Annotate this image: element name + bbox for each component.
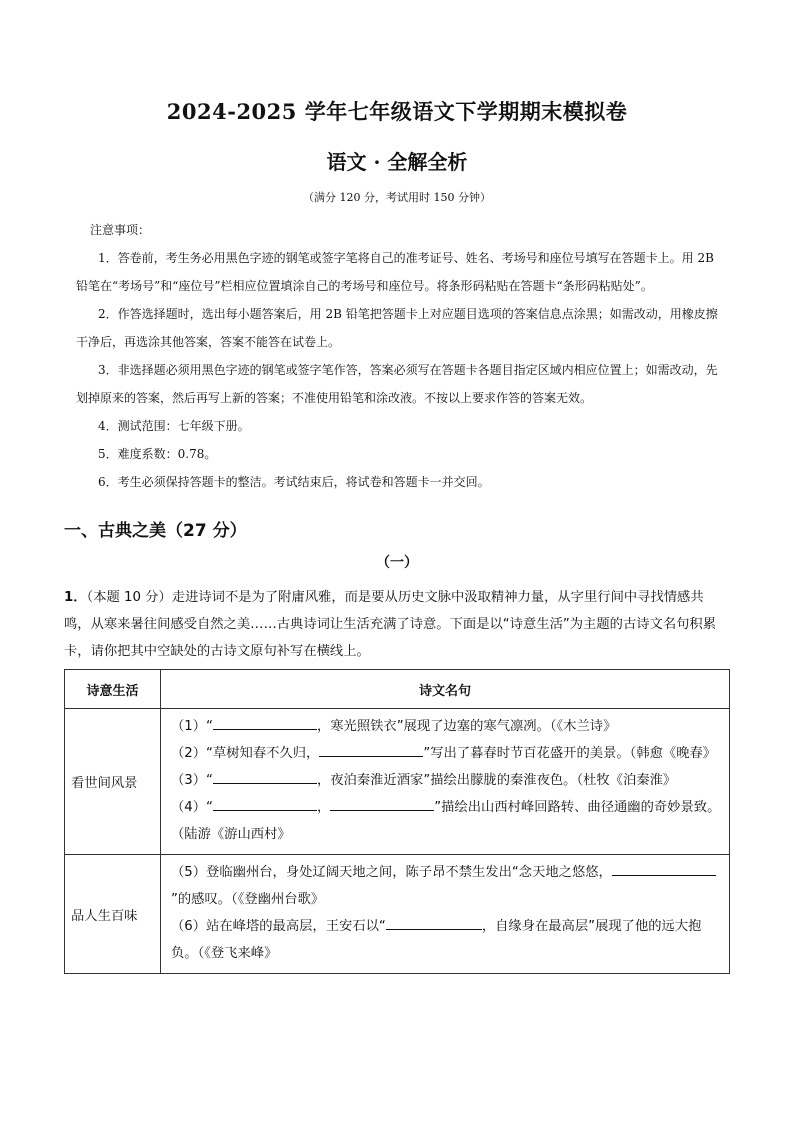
answer-blank[interactable] [330, 796, 434, 811]
item-text: ，自缘身在最高层”展现了他的远大抱负。（《登飞来峰》 [171, 919, 702, 961]
answer-blank[interactable] [213, 715, 317, 730]
item-text: （6）站在峰塔的最高层，王安石以“ [171, 919, 386, 934]
item-text: ，寒光照铁衣”展现了边塞的寒气凛冽。（《木兰诗》 [316, 719, 617, 734]
table-row [65, 855, 730, 974]
note-item: 1．答卷前，考生务必用黑色字迹的钢笔或签字笔将自己的准考证号、姓名、考场号和座位号填写在答题卡上。用 2B 铅笔在“考场号”和“座位号”栏相应位置填涂自己的考场号和座位号。将条形码粘贴在答题卡“条形码粘贴处”。 [76, 251, 714, 293]
question-number: 1． [64, 590, 87, 605]
item-text: ， [316, 800, 331, 815]
item-text: （3）“ [171, 773, 213, 788]
table-header-lines: 诗文名句 [161, 670, 730, 709]
item-text: （4）“ [171, 800, 213, 815]
row-category: 品人生百味 [65, 855, 161, 974]
row-content [161, 709, 730, 855]
note-item: 4．测试范围：七年级下册。 [98, 419, 250, 433]
item-text: ”描绘出山西村峰回路转、曲径通幽的奇妙景致。（陆游《游山西村》 [171, 800, 721, 842]
note-item: 5．难度系数：0.78。 [98, 447, 217, 461]
fill-item [171, 740, 723, 767]
table-row [65, 709, 730, 855]
fill-item [171, 713, 723, 740]
page-subtitle: 语文 · 全解全析 [326, 150, 468, 174]
fill-item [171, 794, 723, 848]
page-title: 2024-2025 学年七年级语文下学期期末模拟卷 [166, 99, 628, 124]
answer-blank[interactable] [319, 742, 423, 757]
question-1 [64, 584, 730, 665]
answer-blank[interactable] [213, 796, 317, 811]
fill-item [171, 913, 723, 967]
notes-heading: 注意事项： [90, 223, 151, 237]
item-text: ”写出了暮春时节百花盛开的美景。（韩愈《晚春》 [423, 746, 717, 761]
item-text: （5）登临幽州台，身处辽阔天地之间，陈子昂不禁生发出“念天地之悠悠， [171, 865, 612, 880]
item-text: ，夜泊秦淮近酒家”描绘出朦胧的秦淮夜色。（杜牧《泊秦淮》 [316, 773, 677, 788]
row-category: 看世间风景 [65, 709, 161, 855]
row-content [161, 855, 730, 974]
note-item: 6．考生必须保持答题卡的整洁。考试结束后，将试卷和答题卡一并交回。 [98, 475, 490, 489]
score-note: （满分 120 分，考试用时 150 分钟） [303, 191, 491, 204]
poetry-table [64, 669, 730, 974]
fill-item [171, 859, 723, 913]
fill-item [171, 767, 723, 794]
item-text: ”的感叹。（《登幽州台歌》 [171, 892, 325, 907]
part-title: （一） [376, 555, 418, 571]
answer-blank[interactable] [213, 769, 317, 784]
table-header-category: 诗意生活 [65, 670, 161, 709]
question-text: 走进诗词不是为了附庸风雅，而是要从历史文脉中汲取精神力量，从字里行间中寻找情感共鸣，从寒来暑往间感受自然之美……古典诗词让生活充满了诗意。下面是以“诗意生活”为主题的古诗文名句积累卡，请你把其中空缺处的古诗文原句补写在横线上。 [64, 590, 717, 659]
note-item: 2．作答选择题时，选出每小题答案后，用 2B 铅笔把答题卡上对应题目选项的答案信息点涂黑；如需改动，用橡皮擦干净后，再选涂其他答案，答案不能答在试卷上。 [76, 307, 718, 349]
table-header-row [65, 670, 730, 709]
answer-blank[interactable] [612, 861, 716, 876]
section-title: 一、古典之美（27 分） [64, 521, 247, 541]
question-meta: （本题 10 分） [86, 590, 172, 605]
answer-blank[interactable] [386, 915, 482, 930]
note-item: 3．非选择题必须用黑色字迹的钢笔或签字笔作答，答案必须写在答题卡各题目指定区域内相应位置上；如需改动，先划掉原来的答案，然后再写上新的答案；不准使用铅笔和涂改液。不按以上要求作答的答案无效。 [76, 363, 718, 405]
notes-block [76, 216, 726, 496]
item-text: （1）“ [171, 719, 213, 734]
item-text: （2）“草树知春不久归， [171, 746, 320, 761]
